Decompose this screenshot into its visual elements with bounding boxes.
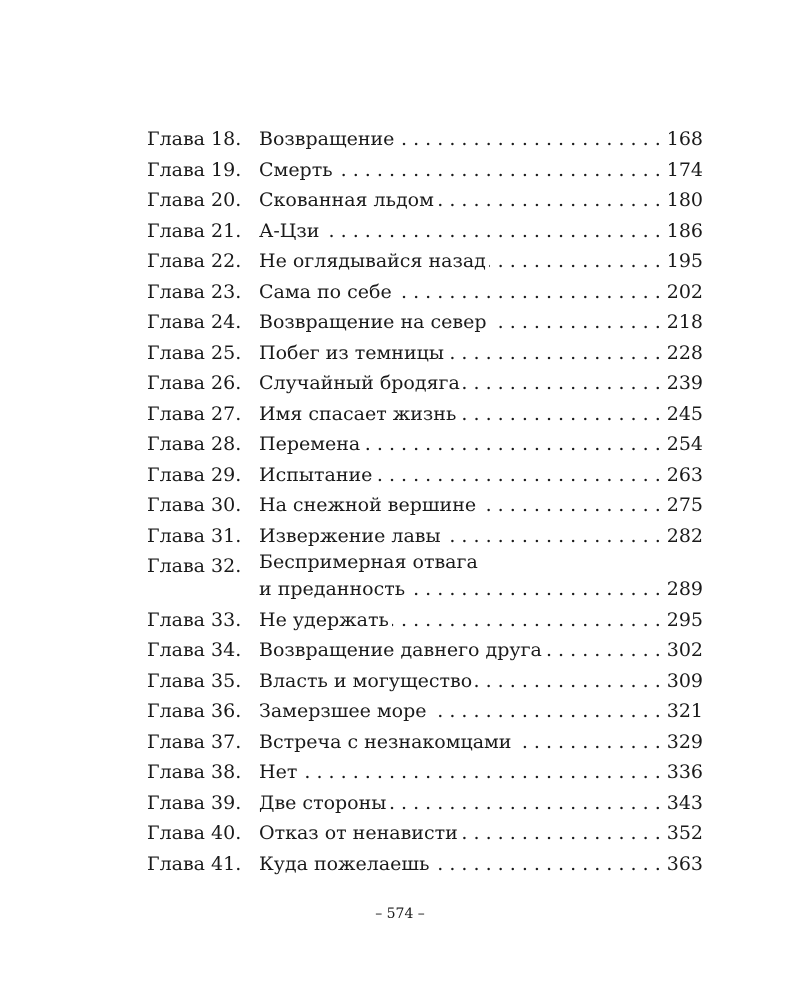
entry-line: [259, 399, 703, 430]
entry-body: [259, 696, 703, 727]
chapter-number: Глава 23.: [147, 280, 242, 303]
table-of-contents: [147, 124, 703, 879]
toc-entry: [147, 155, 703, 186]
entry-body: [259, 551, 703, 605]
chapter-title: Не удержать: [259, 608, 389, 631]
chapter-title: Перемена: [259, 433, 361, 455]
chapter-title: Побег из темницы: [259, 341, 444, 364]
page-number: 329: [666, 730, 703, 753]
chapter-title: Власть и могущество: [259, 669, 473, 692]
entry-body: [259, 666, 703, 697]
page-number: 263: [666, 463, 703, 486]
chapter-title: Куда пожелаешь: [259, 852, 430, 875]
dot-leader: [479, 490, 661, 521]
footer-page-number: – 574 –: [375, 906, 425, 922]
page-number: 302: [666, 639, 703, 661]
dot-leader: [459, 399, 660, 430]
page-number: 343: [666, 791, 703, 814]
toc-entry: [147, 849, 703, 880]
chapter-title-continued: и преданность: [259, 578, 406, 600]
dot-leader: [490, 307, 661, 338]
chapter-title: Две стороны: [259, 791, 387, 814]
entry-body: [259, 307, 703, 338]
page-number: 168: [666, 128, 703, 150]
entry-line: [259, 551, 703, 574]
toc-entry: [147, 666, 703, 697]
entry-body: [259, 155, 703, 186]
toc-entry: [147, 818, 703, 849]
toc-entry: [147, 277, 703, 308]
dot-leader: [430, 696, 661, 727]
toc-entry: [147, 605, 703, 636]
entry-line: [259, 696, 703, 727]
page-number: 309: [666, 669, 703, 692]
dot-leader: [463, 368, 661, 399]
entry-line: [259, 635, 703, 666]
chapter-title: Смерть: [259, 158, 333, 181]
entry-line: [259, 788, 703, 819]
toc-entry: [147, 399, 703, 430]
entry-line: [259, 185, 703, 216]
chapter-title: Замерзшее море: [259, 700, 427, 722]
dot-leader: [447, 338, 661, 369]
page-number: 228: [666, 341, 703, 364]
page-number: 289: [666, 578, 703, 600]
entry-body: [259, 399, 703, 430]
chapter-number: Глава 25.: [147, 341, 242, 364]
chapter-number: Глава 37.: [147, 730, 242, 753]
toc-entry: [147, 696, 703, 727]
chapter-number: Глава 21.: [147, 219, 242, 242]
chapter-number: Глава 38.: [147, 761, 242, 783]
chapter-title: Встреча с незнакомцами: [259, 730, 512, 753]
page-number: 295: [666, 608, 703, 631]
page-number: 195: [666, 250, 703, 272]
toc-entry: [147, 368, 703, 399]
page-number: 321: [666, 700, 703, 722]
entry-body: [259, 490, 703, 521]
dot-leader: [408, 574, 661, 605]
entry-line: [259, 368, 703, 399]
entry-line: [259, 124, 703, 155]
chapter-number: Глава 22.: [147, 250, 242, 272]
entry-line: [259, 666, 703, 697]
entry-line: [259, 216, 703, 247]
entry-line: [259, 246, 703, 277]
chapter-title: Случайный бродяга: [259, 372, 460, 394]
entry-line: [259, 574, 703, 605]
entry-line: [259, 429, 703, 460]
entry-body: [259, 788, 703, 819]
toc-entry: [147, 757, 703, 788]
dot-leader: [395, 277, 661, 308]
chapter-number: Глава 30.: [147, 494, 242, 516]
toc-entry: [147, 307, 703, 338]
chapter-title: Нет: [259, 761, 298, 783]
toc-entry: [147, 216, 703, 247]
dot-leader: [336, 155, 661, 186]
chapter-title: Отказ от ненависти: [259, 822, 458, 844]
chapter-title: Сама по себе: [259, 280, 392, 303]
chapter-title: Имя спасает жизнь: [259, 402, 457, 425]
chapter-number: Глава 41.: [147, 852, 242, 875]
toc-entry: [147, 521, 703, 552]
dot-leader: [397, 124, 660, 155]
entry-body: [259, 246, 703, 277]
toc-entry: [147, 551, 703, 605]
chapter-number: Глава 31.: [147, 524, 242, 547]
entry-line: [259, 490, 703, 521]
dot-leader: [322, 216, 660, 247]
page-number: 352: [666, 822, 703, 844]
dot-leader: [461, 818, 661, 849]
page-number: 245: [666, 402, 703, 425]
chapter-number: Глава 20.: [147, 189, 242, 211]
entry-body: [259, 124, 703, 155]
chapter-number: Глава 19.: [147, 158, 242, 181]
page-number: 202: [666, 280, 703, 303]
chapter-number: Глава 35.: [147, 669, 242, 692]
chapter-title: На снежной вершине: [259, 494, 477, 516]
toc-entry: [147, 490, 703, 521]
entry-body: [259, 605, 703, 636]
dot-leader: [514, 727, 660, 758]
entry-body: [259, 216, 703, 247]
toc-entry: [147, 338, 703, 369]
entry-line: [259, 605, 703, 636]
chapter-title: Скованная льдом: [259, 189, 434, 211]
dot-leader: [375, 460, 660, 491]
dot-leader: [300, 757, 660, 788]
entry-body: [259, 727, 703, 758]
toc-entry: [147, 185, 703, 216]
page-number: 275: [666, 494, 703, 516]
chapter-number: Глава 32.: [147, 555, 242, 577]
chapter-title: Извержение лавы: [259, 524, 441, 547]
chapter-title: Беспримерная отвага: [259, 551, 478, 573]
chapter-number: Глава 40.: [147, 822, 242, 844]
entry-body: [259, 635, 703, 666]
entry-body: [259, 460, 703, 491]
entry-body: [259, 818, 703, 849]
entry-line: [259, 818, 703, 849]
chapter-number: Глава 26.: [147, 372, 242, 394]
entry-line: [259, 155, 703, 186]
toc-entry: [147, 246, 703, 277]
entry-body: [259, 849, 703, 880]
chapter-number: Глава 33.: [147, 608, 242, 631]
entry-body: [259, 521, 703, 552]
entry-line: [259, 727, 703, 758]
page-number: 254: [666, 433, 703, 455]
chapter-number: Глава 27.: [147, 402, 242, 425]
entry-body: [259, 185, 703, 216]
page-number: 336: [666, 761, 703, 783]
chapter-number: Глава 39.: [147, 791, 242, 814]
chapter-title: Не оглядывайся назад: [259, 250, 486, 272]
dot-leader: [363, 429, 661, 460]
entry-line: [259, 307, 703, 338]
dot-leader: [545, 635, 661, 666]
chapter-number: Глава 18.: [147, 128, 242, 150]
page-number: 180: [666, 189, 703, 211]
toc-entry: [147, 788, 703, 819]
dot-leader: [389, 788, 660, 819]
entry-body: [259, 429, 703, 460]
dot-leader: [444, 521, 661, 552]
page-number: 174: [666, 158, 703, 181]
page-number: 363: [666, 852, 703, 875]
dot-leader: [392, 605, 661, 636]
chapter-title: Возвращение: [259, 128, 395, 150]
entry-line: [259, 460, 703, 491]
chapter-title: Возвращение давнего друга: [259, 639, 542, 661]
toc-entry: [147, 635, 703, 666]
page-number: 218: [666, 311, 703, 333]
page-number: 239: [666, 372, 703, 394]
chapter-title: А-Цзи: [259, 219, 320, 242]
chapter-number: Глава 34.: [147, 639, 242, 661]
entry-body: [259, 368, 703, 399]
entry-body: [259, 277, 703, 308]
chapter-number: Глава 36.: [147, 700, 242, 722]
entry-line: [259, 277, 703, 308]
chapter-title: Возвращение на север: [259, 311, 487, 333]
toc-entry: [147, 429, 703, 460]
dot-leader: [475, 666, 661, 697]
dot-leader: [432, 849, 660, 880]
entry-line: [259, 849, 703, 880]
chapter-title: Испытание: [259, 463, 373, 486]
chapter-number: Глава 24.: [147, 311, 242, 333]
toc-entry: [147, 727, 703, 758]
chapter-number: Глава 29.: [147, 463, 242, 486]
page-number: 186: [666, 219, 703, 242]
dot-leader: [489, 246, 661, 277]
toc-entry: [147, 124, 703, 155]
entry-line: [259, 757, 703, 788]
entry-line: [259, 521, 703, 552]
entry-body: [259, 757, 703, 788]
chapter-number: Глава 28.: [147, 433, 242, 455]
dot-leader: [437, 185, 661, 216]
entry-body: [259, 338, 703, 369]
page-number: 282: [666, 524, 703, 547]
toc-entry: [147, 460, 703, 491]
entry-line: [259, 338, 703, 369]
